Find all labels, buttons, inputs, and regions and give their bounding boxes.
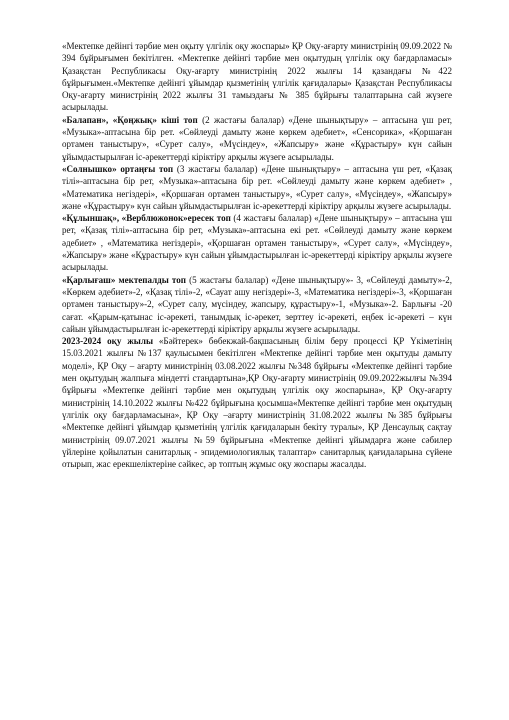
paragraph-heading: «Балапан», «Қоңжық» кіші топ xyxy=(62,114,198,125)
document-page xyxy=(62,40,452,680)
paragraph-heading: «Солнышко» ортаңғы топ xyxy=(62,163,174,174)
academic-year-paragraph xyxy=(62,335,452,470)
paragraph-text: (2 жастағы балалар) «Дене шынықтыру» – аптасына үш рет, «Музыка»-аптасына бір рет. «Сөйлеуді дамыту және көркем әдебиет», «Сенсорика», «Қоршаған ортамен таныстыру», «Сурет салу», «Мүсіндеу», «Жапсыру» және «Құрастыру» күн сайын ұйымдастырылған іс-әрекеттерді кіріктіру арқылы жүзеге асырылады. xyxy=(62,114,452,162)
paragraph-text: «Мектепке дейінгі тәрбие мен оқыту үлгілік оқу жоспары» ҚР Оқу-ағарту министрінің 09.09.2022 № 394 бұйрығымен бекітілген. «Мектепке дейінгі тәрбие мен оқытудың үлгілік оқу бағдарламасы» Қазақстан Республикасы Оқу-ағарту министрінің 2022 жылғы 14 қазандағы №422 бұйрығымен.«Мектепке дейінгі ұйымдар қызметінің үлгілік қағидалары» Қазақстан Республикасы Оқу-ағарту министрінің 2022 жылғы 31 тамыздағы № 385 бұйрығы талаптарына сай жүзеге асырылады. xyxy=(62,41,452,113)
paragraph-text: (3 жастағы балалар) «Дене шынықтыру» – аптасына үш рет, «Қазақ тілі»-аптасына бір рет, «Музыка»-аптасына бір рет. «Сөйлеуді дамыту және көркем әдебиет» , «Математика негіздері», «Қоршаған ортамен таныстыру», «Сурет салу», «Мүсіндеу», «Жапсыру» және «Құрастыру» күн сайын ұйымдастырылған іс-әрекеттерді кіріктіру арқылы жүзеге асырылады. xyxy=(62,163,452,211)
intro-paragraph xyxy=(62,40,452,114)
middle-group-paragraph xyxy=(62,163,452,212)
paragraph-text: (5 жастағы балалар) «Дене шынықтыру»- 3, «Сөйлеуді дамыту»-2, «Көркем әдебиет»-2, «Қазақ тілі»-2, «Сауат ашу негіздері»-3, «Математика негіздері»-3, «Қоршаған ортамен таныстыру»-2, «Сурет салу, мүсіндеу, жапсыру, құрастыру»-1, «Музыка»-2. Барлығы -20 сағат. «Қарым-қатынас іс-әрекеті, танымдық іс-әрекет, зерттеу іс-әрекеті, еңбек іс-әрекеті – күн сайын ұйымдастырылған іс-әрекеттерді кіріктіру арқылы жүзеге асырылады. xyxy=(62,274,452,334)
paragraph-text: «Бәйтерек» бөбекжай-бақшасының білім беру процессі ҚР Үкіметінің 15.03.2021 жылғы №137 қаулысымен бекітілген «Мектепке дейінгі тәрбие мен оқытуды дамыту моделі», ҚР Оқу – ағарту министрінің 03.08.2022 жылғы №348 бұйрығы «Мектепке дейінгі тәрбие мен оқытудың жалпыға міндетті стандартына»,ҚР Оқу-ағарту министрінің 09.09.2022жылғы №394 бұйрығы «Мектепке дейінгі тәрбие мен оқытудың үлгілік оқу жоспарына», ҚР Оқу-ағарту министрінің 14.10.2022 жылғы №422 бұйрығына қосымша«Мектепке дейінгі тәрбие мен оқытудың үлгілік оқу бағдарламасына», ҚР Оқу –ағарту министрінің 31.08.2022 жылғы №385 бұйрығы «Мектепке дейінгі ұйымдар қызметінің үлгілік қағидаларын бекіту туралы», ҚР Денсаулық сақтау министрінің 09.07.2021 жылғы №59 бұйрығына «Мектепке дейінгі ұйымдарға және сәбилер үйлеріне қойылатын санитарлық - эпидемиологиялық талаптар» санитарлық қағидаларына сүйене отырып, жас ерекшеліктеріне сәйкес, әр топтың жұмыс оқу жоспары жасалды. xyxy=(62,336,452,470)
paragraph-heading: 2023-2024 оқу жылы xyxy=(62,336,154,347)
junior-group-paragraph xyxy=(62,114,452,163)
senior-group-paragraph xyxy=(62,212,452,273)
paragraph-text: (4 жастағы балалар) «Дене шынықтыру» – аптасына үш рет, «Қазақ тілі»-аптасына бір рет, «Музыка»-аптасына екі рет. «Сөйлеуді дамыту және көркем әдебиет» , «Математика негіздері», «Қоршаған ортамен таныстыру», «Сурет салу», «Мүсіндеу», «Жапсыру» және «Құрастыру» күн сайын ұйымдастырылған іс-әрекеттерді кіріктіру арқылы жүзеге асырылады. xyxy=(62,213,452,273)
preschool-group-paragraph xyxy=(62,274,452,335)
paragraph-heading: «Қарлығаш» мектепалды топ xyxy=(62,274,186,285)
paragraph-heading: «Құлыншақ», «Верблюжонок»ересек топ xyxy=(62,213,231,224)
